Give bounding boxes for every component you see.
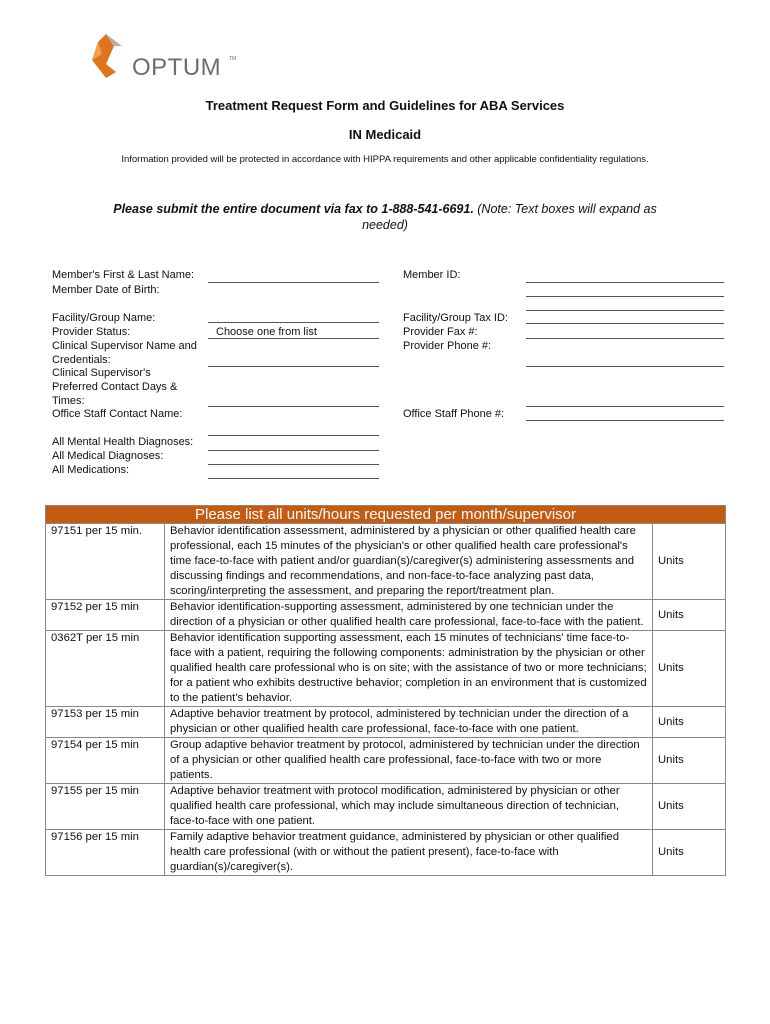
provider-fax-label: Provider Fax #: <box>403 326 478 338</box>
submit-note: (Note: Text boxes will expand as <box>473 202 657 216</box>
service-description: Adaptive behavior treatment with protocol modification, administered by physician or other qualified health care professional, which may include simultaneous direction of technician, face-to-face with one patient. <box>165 784 653 830</box>
preferred-contact-field[interactable] <box>208 406 379 407</box>
tax-id-field[interactable] <box>526 323 724 324</box>
table-row <box>46 830 726 876</box>
provider-fax-field[interactable] <box>526 338 724 339</box>
medical-dx-label: All Medical Diagnoses: <box>52 450 164 462</box>
facility-name-label: Facility/Group Name: <box>52 312 156 324</box>
units-table <box>45 505 726 876</box>
member-id-label: Member ID: <box>403 269 461 281</box>
units-field[interactable]: Units <box>653 631 726 707</box>
submit-note-cont: needed) <box>362 218 408 232</box>
provider-status-label: Provider Status: <box>52 326 131 338</box>
service-code: 97152 per 15 min <box>46 600 165 631</box>
units-field[interactable]: Units <box>653 784 726 830</box>
provider-status-dropdown[interactable]: Choose one from list <box>216 326 317 338</box>
member-name-field[interactable] <box>208 282 379 283</box>
table-row <box>46 707 726 738</box>
member-name-label: Member's First & Last Name: <box>52 269 195 281</box>
service-code: 0362T per 15 min <box>46 631 165 707</box>
medical-dx-field[interactable] <box>208 464 379 465</box>
provider-phone-field[interactable] <box>526 366 724 367</box>
optum-logo-text: OPTUM <box>132 54 222 81</box>
table-row <box>46 738 726 784</box>
office-phone-field[interactable] <box>526 406 724 407</box>
office-phone-label: Office Staff Phone #: <box>403 408 505 420</box>
clinical-supervisor-label-cont: Credentials: <box>52 354 111 366</box>
service-description: Group adaptive behavior treatment by protocol, administered by technician under the direction of a physician or other qualified health care professional, face-to-face with two or more patients. <box>165 738 653 784</box>
medications-label: All Medications: <box>52 464 130 476</box>
units-table-header: Please list all units/hours requested per month/supervisor <box>46 506 726 524</box>
units-field[interactable]: Units <box>653 600 726 631</box>
tax-id-label: Facility/Group Tax ID: <box>403 312 508 324</box>
medications-field[interactable] <box>208 478 379 479</box>
service-description: Behavior identification-supporting assessment, administered by one technician under the direction of a physician or other qualified health care professional, face-to-face with the patient. <box>165 600 653 631</box>
service-code: 97154 per 15 min <box>46 738 165 784</box>
units-field[interactable]: Units <box>653 524 726 600</box>
service-description: Behavior identification supporting assessment, each 15 minutes of technicians' time face-to-face with a patient, requiring the following components: administration by the physician or other qualified health care professional who is on site; with the assistance of two or more technicians; for a patient who exhibits destructive behavior; completion in an environment that is customized to the patient's behavior. <box>165 631 653 707</box>
page-subtitle: IN Medicaid <box>348 127 422 142</box>
service-code: 97151 per 15 min. <box>46 524 165 600</box>
units-field[interactable]: Units <box>653 738 726 784</box>
service-description: Behavior identification assessment, administered by a physician or other qualified health care professional, each 15 minutes of the physician's or other qualified health care professional's time face-to-face with patient and/or guardian(s)/caregiver(s) administering assessments and discussing findings and recommendations, and non-face-to-face analyzing past data, scoring/interpreting the assessment, and preparing the report/treatment plan. <box>165 524 653 600</box>
service-description: Adaptive behavior treatment by protocol, administered by technician under the direction of a physician or other qualified health care professional, face-to-face with one patient. <box>165 707 653 738</box>
member-dob-field[interactable] <box>526 296 724 297</box>
optum-logo-mark-icon <box>92 32 132 80</box>
units-field[interactable]: Units <box>653 707 726 738</box>
optum-logo-tm: TM <box>229 56 237 62</box>
optum-logo <box>92 32 242 80</box>
clinical-supervisor-label: Clinical Supervisor Name and <box>52 340 197 352</box>
table-row <box>46 784 726 830</box>
table-row <box>46 524 726 600</box>
office-phone-field-2[interactable] <box>526 420 724 421</box>
member-id-field[interactable] <box>526 282 724 283</box>
submit-instructions <box>0 201 770 233</box>
office-staff-field[interactable] <box>208 435 379 436</box>
preferred-contact-label-2: Preferred Contact Days & <box>52 381 178 393</box>
clinical-supervisor-field[interactable] <box>208 366 379 367</box>
office-staff-label: Office Staff Contact Name: <box>52 408 183 420</box>
service-description: Family adaptive behavior treatment guidance, administered by physician or other qualified health care professional (with or without the patient present), face-to-face with guardian(s)/caregiver(s). <box>165 830 653 876</box>
service-code: 97153 per 15 min <box>46 707 165 738</box>
mental-dx-field[interactable] <box>208 450 379 451</box>
member-dob-label: Member Date of Birth: <box>52 284 160 296</box>
mental-dx-label: All Mental Health Diagnoses: <box>52 436 194 448</box>
provider-status-field[interactable] <box>208 338 379 339</box>
service-code: 97156 per 15 min <box>46 830 165 876</box>
table-row <box>46 600 726 631</box>
preferred-contact-label: Clinical Supervisor's <box>52 367 151 379</box>
page-title: Treatment Request Form and Guidelines for ABA Services <box>205 98 565 113</box>
privacy-note: Information provided will be protected in accordance with HIPPA requirements and other applicable confidentiality regulations. <box>121 154 649 165</box>
facility-name-field[interactable] <box>208 322 379 323</box>
service-code: 97155 per 15 min <box>46 784 165 830</box>
extra-field[interactable] <box>526 310 724 311</box>
units-field[interactable]: Units <box>653 830 726 876</box>
table-row <box>46 631 726 707</box>
provider-phone-label: Provider Phone #: <box>403 340 492 352</box>
submit-fax-text: Please submit the entire document via fax to 1-888-541-6691. <box>113 202 474 216</box>
preferred-contact-label-3: Times: <box>52 395 85 407</box>
